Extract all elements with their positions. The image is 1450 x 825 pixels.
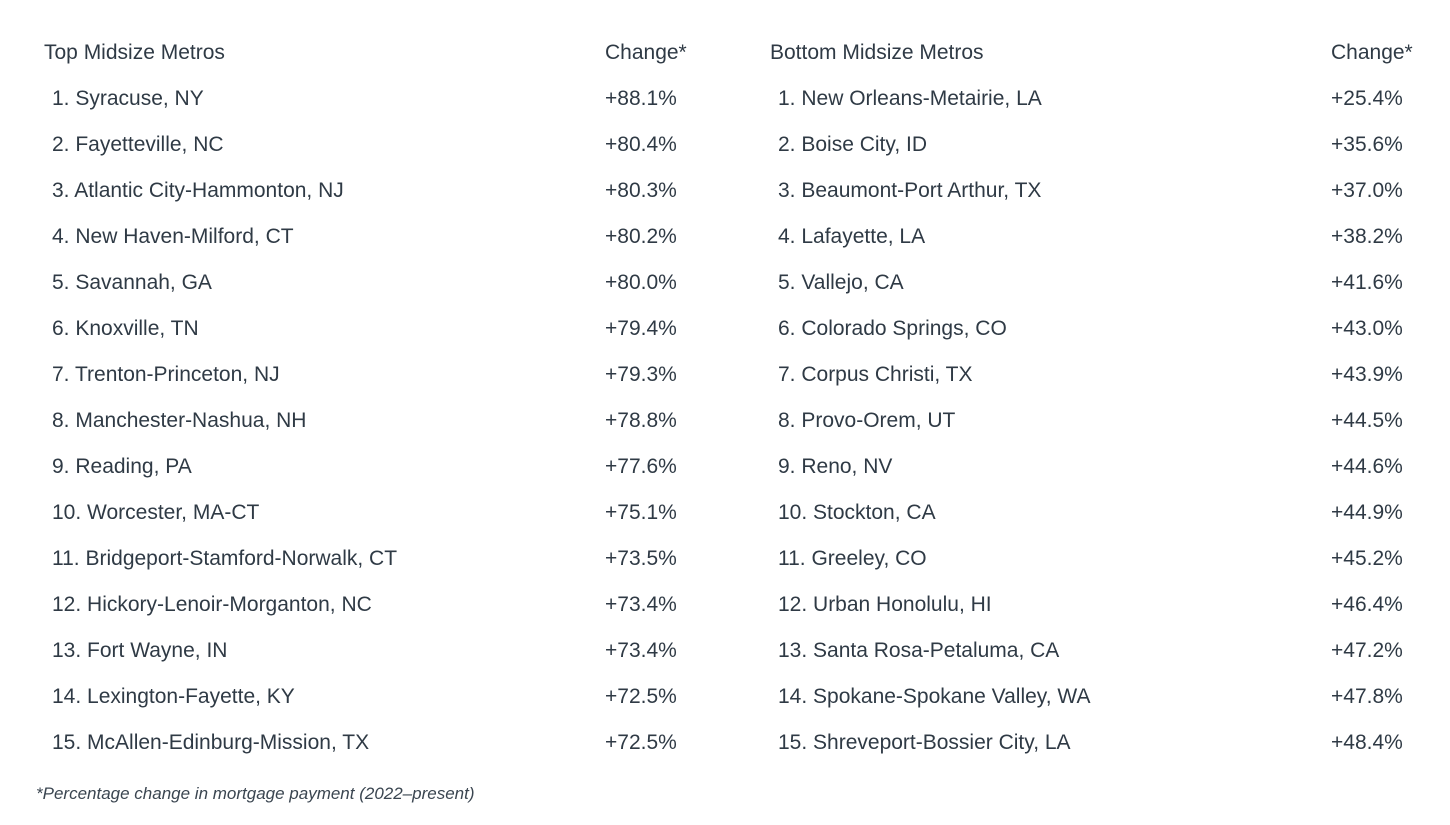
metro-name: 4. Lafayette, LA (778, 225, 926, 248)
table-row (770, 352, 1430, 398)
bottom-metros-title: Bottom Midsize Metros (770, 41, 984, 64)
table-row (44, 674, 704, 720)
metro-name: 2. Fayetteville, NC (52, 133, 224, 156)
table-row (44, 260, 704, 306)
table-row (44, 76, 704, 122)
table-row (770, 582, 1430, 628)
table-row (44, 582, 704, 628)
change-value: +79.3% (605, 363, 677, 386)
metro-name: 12. Urban Honolulu, HI (778, 593, 992, 616)
metro-name: 12. Hickory-Lenoir-Morganton, NC (52, 593, 372, 616)
metro-name: 10. Worcester, MA-CT (52, 501, 260, 524)
change-value: +38.2% (1331, 225, 1403, 248)
metro-name: 7. Corpus Christi, TX (778, 363, 973, 386)
table-header-row (770, 30, 1430, 76)
change-value: +73.4% (605, 593, 677, 616)
table-row (770, 306, 1430, 352)
change-value: +75.1% (605, 501, 677, 524)
change-value: +44.6% (1331, 455, 1403, 478)
table-header-row (44, 30, 704, 76)
change-value: +43.9% (1331, 363, 1403, 386)
table-row (770, 260, 1430, 306)
metro-name: 14. Lexington-Fayette, KY (52, 685, 295, 708)
table-row (44, 168, 704, 214)
change-value: +80.2% (605, 225, 677, 248)
top-metros-rows (44, 76, 704, 766)
table-row (770, 444, 1430, 490)
metro-name: 3. Atlantic City-Hammonton, NJ (52, 179, 344, 202)
metro-name: 7. Trenton-Princeton, NJ (52, 363, 280, 386)
bottom-metros-table (770, 30, 1430, 766)
metro-name: 9. Reading, PA (52, 455, 192, 478)
metro-name: 8. Manchester-Nashua, NH (52, 409, 307, 432)
table-row (44, 628, 704, 674)
tables-container (44, 30, 1424, 770)
change-value: +73.4% (605, 639, 677, 662)
change-value: +47.8% (1331, 685, 1403, 708)
table-row (770, 122, 1430, 168)
change-value: +41.6% (1331, 271, 1403, 294)
table-row (770, 674, 1430, 720)
metro-name: 6. Colorado Springs, CO (778, 317, 1007, 340)
metro-name: 1. New Orleans-Metairie, LA (778, 87, 1042, 110)
table-row (770, 720, 1430, 766)
metro-name: 15. McAllen-Edinburg-Mission, TX (52, 731, 370, 754)
change-value: +47.2% (1331, 639, 1403, 662)
change-value: +43.0% (1331, 317, 1403, 340)
metro-name: 14. Spokane-Spokane Valley, WA (778, 685, 1091, 708)
change-column-header: Change* (1331, 41, 1413, 64)
table-row (44, 444, 704, 490)
metro-name: 13. Santa Rosa-Petaluma, CA (778, 639, 1060, 662)
table-row (770, 628, 1430, 674)
table-row (44, 352, 704, 398)
table-row (770, 214, 1430, 260)
metro-name: 11. Greeley, CO (778, 547, 927, 570)
metro-name: 3. Beaumont-Port Arthur, TX (778, 179, 1042, 202)
metro-name: 13. Fort Wayne, IN (52, 639, 228, 662)
metro-name: 5. Vallejo, CA (778, 271, 904, 294)
table-row (44, 720, 704, 766)
change-value: +77.6% (605, 455, 677, 478)
metro-name: 4. New Haven-Milford, CT (52, 225, 294, 248)
table-row (44, 490, 704, 536)
table-row (770, 168, 1430, 214)
change-value: +80.0% (605, 271, 677, 294)
footnote: *Percentage change in mortgage payment (2022–present) (36, 784, 475, 803)
change-value: +80.3% (605, 179, 677, 202)
metro-name: 5. Savannah, GA (52, 271, 212, 294)
top-metros-title: Top Midsize Metros (44, 41, 225, 64)
change-value: +78.8% (605, 409, 677, 432)
table-row (770, 490, 1430, 536)
change-value: +79.4% (605, 317, 677, 340)
metro-name: 11. Bridgeport-Stamford-Norwalk, CT (52, 547, 398, 570)
change-value: +25.4% (1331, 87, 1403, 110)
table-row (44, 398, 704, 444)
table-row (44, 536, 704, 582)
metro-name: 6. Knoxville, TN (52, 317, 199, 340)
change-value: +44.9% (1331, 501, 1403, 524)
metro-name: 9. Reno, NV (778, 455, 893, 478)
table-row (770, 76, 1430, 122)
table-row (44, 306, 704, 352)
metro-name: 1. Syracuse, NY (52, 87, 204, 110)
metro-name: 2. Boise City, ID (778, 133, 927, 156)
table-row (770, 398, 1430, 444)
change-value: +80.4% (605, 133, 677, 156)
metro-name: 8. Provo-Orem, UT (778, 409, 956, 432)
change-value: +88.1% (605, 87, 677, 110)
change-value: +48.4% (1331, 731, 1403, 754)
metro-name: 15. Shreveport-Bossier City, LA (778, 731, 1071, 754)
change-value: +46.4% (1331, 593, 1403, 616)
change-value: +72.5% (605, 731, 677, 754)
change-value: +35.6% (1331, 133, 1403, 156)
change-column-header: Change* (605, 41, 687, 64)
table-row (44, 122, 704, 168)
table-row (44, 214, 704, 260)
bottom-metros-rows (770, 76, 1430, 766)
change-value: +72.5% (605, 685, 677, 708)
change-value: +45.2% (1331, 547, 1403, 570)
metro-name: 10. Stockton, CA (778, 501, 936, 524)
change-value: +73.5% (605, 547, 677, 570)
top-metros-table (44, 30, 704, 766)
table-row (770, 536, 1430, 582)
change-value: +44.5% (1331, 409, 1403, 432)
change-value: +37.0% (1331, 179, 1403, 202)
